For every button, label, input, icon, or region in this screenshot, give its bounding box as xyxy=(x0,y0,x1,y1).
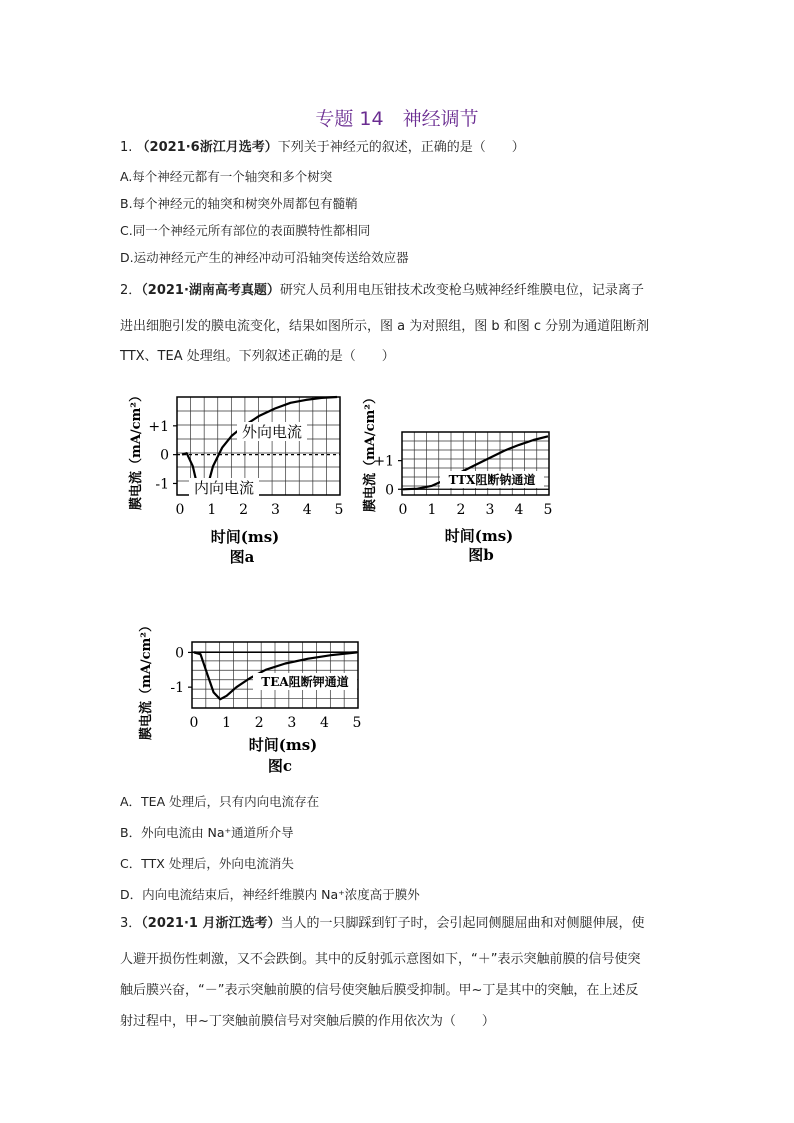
x-tick-label: 1 xyxy=(222,715,232,731)
x-tick-label: 0 xyxy=(398,502,408,518)
x-tick-label: 4 xyxy=(319,715,329,731)
question-text: 当人的一只脚踩到钉子时，会引起同侧腿屈曲和对侧腿伸展，使 xyxy=(280,916,645,931)
y-tick-label: +1 xyxy=(373,453,394,470)
x-tick-label: 0 xyxy=(189,715,199,731)
figure-caption: 图c xyxy=(267,757,293,775)
q1-option-c: C.同一个神经元所有部位的表面膜特性都相同 xyxy=(120,223,371,238)
question-text: 下列关于神经元的叙述，正确的是（ ） xyxy=(277,140,525,155)
question-2-line-3: TTX、TEA 处理组。下列叙述正确的是（ ） xyxy=(120,349,395,364)
x-tick-label: 2 xyxy=(239,502,249,518)
x-tick-label: 3 xyxy=(287,715,297,731)
question-source: （2021·1 月浙江选考） xyxy=(141,916,281,931)
chart-figure-b xyxy=(355,380,575,570)
question-source: （2021·6浙江月选考） xyxy=(136,140,278,155)
y-tick-label: -1 xyxy=(155,476,169,493)
x-tick-label: 0 xyxy=(175,502,185,518)
question-number: 3． xyxy=(120,916,142,931)
y-axis-label: 膜电流（mA/cm²） xyxy=(139,619,154,740)
x-tick-label: 5 xyxy=(352,715,362,731)
chart-annotation: TEA阻断钾通道 xyxy=(261,675,349,689)
x-tick-label: 3 xyxy=(270,502,280,518)
x-tick-label: 1 xyxy=(207,502,217,518)
chart-figure-c xyxy=(130,595,380,780)
x-tick-label: 2 xyxy=(254,715,264,731)
plot-area-a xyxy=(148,397,343,566)
q2-option-c: C．TTX 处理后，外向电流消失 xyxy=(120,856,294,871)
question-2-line-2: 进出细胞引发的膜电流变化，结果如图所示，图 a 为对照组，图 b 和图 c 分别为通道阻断剂 xyxy=(120,319,650,334)
question-3-line-1 xyxy=(120,916,645,932)
q1-option-a: A.每个神经元都有一个轴突和多个树突 xyxy=(120,169,333,184)
x-axis-label: 时间(ms) xyxy=(444,527,514,545)
question-number: 1. xyxy=(120,140,133,155)
q2-option-a: A．TEA 处理后，只有内向电流存在 xyxy=(120,794,320,809)
page-title: 专题 14 神经调节 xyxy=(315,108,479,130)
y-axis-label: 膜电流（mA/cm²） xyxy=(363,391,378,512)
figure-caption: 图a xyxy=(229,548,255,566)
x-axis-label: 时间(ms) xyxy=(210,528,280,546)
y-tick-label: 0 xyxy=(175,645,184,662)
chart-annotation: 外向电流 xyxy=(241,423,303,441)
x-tick-label: 2 xyxy=(456,502,466,518)
figure-caption: 图b xyxy=(468,546,494,564)
x-tick-label: 3 xyxy=(485,502,495,518)
y-tick-label: 0 xyxy=(385,482,394,499)
x-tick-label: 1 xyxy=(427,502,437,518)
y-tick-label: 0 xyxy=(160,447,169,464)
question-3-line-2: 人避开损伤性刺激，又不会跌倒。其中的反射弧示意图如下，“＋”表示突触前膜的信号使突 xyxy=(120,952,641,967)
chart-figure-a xyxy=(120,380,350,570)
q1-option-d: D.运动神经元产生的神经冲动可沿轴突传送给效应器 xyxy=(120,250,409,265)
x-tick-label: 4 xyxy=(302,502,312,518)
chart-annotation: 内向电流 xyxy=(193,479,255,497)
q2-option-b: B．外向电流由 Na⁺通道所介导 xyxy=(120,825,294,840)
plot-area-c xyxy=(170,642,361,775)
q2-option-d: D．内向电流结束后，神经纤维膜内 Na⁺浓度高于膜外 xyxy=(120,887,420,902)
question-source: （2021·湖南高考真题） xyxy=(141,283,280,298)
question-3-line-3: 触后膜兴奋，“－”表示突触前膜的信号使突触后膜受抑制。甲~丁是其中的突触，在上述反 xyxy=(120,983,639,998)
question-number: 2． xyxy=(120,283,142,298)
x-tick-label: 5 xyxy=(334,502,344,518)
question-3-line-4: 射过程中，甲~丁突触前膜信号对突触后膜的作用依次为（ ） xyxy=(120,1014,495,1029)
chart-annotation: TTX阻断钠通道 xyxy=(448,473,536,487)
plot-area-b xyxy=(373,432,552,564)
x-axis-label: 时间(ms) xyxy=(248,736,318,754)
y-axis-label: 膜电流（mA/cm²） xyxy=(129,389,144,510)
x-tick-label: 5 xyxy=(543,502,553,518)
q1-option-b: B.每个神经元的轴突和树突外周都包有髓鞘 xyxy=(120,196,358,211)
y-tick-label: -1 xyxy=(170,680,184,697)
x-tick-label: 4 xyxy=(514,502,524,518)
y-tick-label: +1 xyxy=(148,418,169,435)
question-text: 研究人员利用电压钳技术改变枪乌贼神经纤维膜电位，记录离子 xyxy=(279,283,644,298)
question-1-stem xyxy=(120,140,525,156)
question-2-line-1 xyxy=(120,283,644,299)
